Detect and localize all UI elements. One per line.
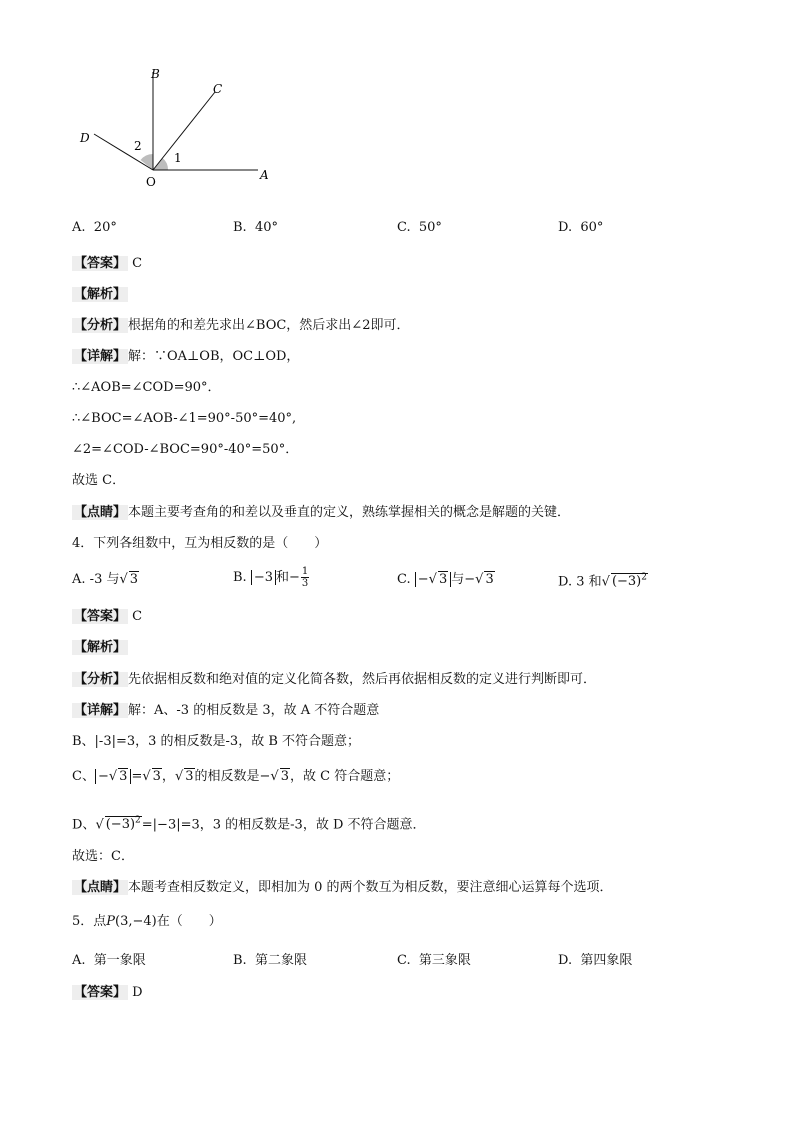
q3-choose: 故选 C． — [72, 473, 126, 488]
q3-dianjing — [72, 504, 570, 522]
q3-answer — [72, 255, 142, 273]
detail-a-text: 解：A、-3 的相反数是 3，故 A 不符合题意 — [128, 703, 380, 718]
answer-tag: 【答案】 — [74, 256, 127, 271]
q3-option-b[interactable] — [233, 219, 278, 237]
detail-c-post: ，故 C 符合题意； — [290, 769, 400, 784]
q5-option-c-text: 第三象限 — [418, 953, 471, 968]
q5-option-a-letter: A. — [72, 953, 86, 968]
q4-option-b-letter: B. — [233, 570, 247, 585]
q4-option-c[interactable] — [397, 571, 495, 589]
q5-option-b[interactable] — [233, 952, 307, 970]
q5-coords: (3,−4) — [115, 914, 157, 929]
answer-value: C — [132, 609, 143, 624]
fenxi-text: 根据角的和差先求出∠BOC，然后求出∠2即可． — [128, 318, 410, 333]
q4-option-d-pre: 3 和 — [576, 574, 602, 590]
q4-option-b[interactable] — [233, 566, 310, 589]
q5-option-b-text: 第二象限 — [254, 953, 307, 968]
dianjing-text: 本题考查相反数定义，即相加为 0 的两个数互为相反数，要注意细心运算每个选项． — [128, 880, 613, 895]
q4-option-d-rad: (−3) — [611, 574, 642, 590]
q3-option-d[interactable] — [558, 219, 603, 237]
abs-sign: − — [417, 572, 429, 587]
detail-c-rad1: 3 — [119, 769, 128, 784]
sqrt-icon: √ 3 — [119, 572, 139, 587]
q5-option-c-letter: C. — [397, 953, 411, 968]
q4-choose: 故选：C． — [72, 849, 134, 864]
detail-d-eq: =|−3|=3 — [141, 817, 200, 833]
label-angle-2: 2 — [134, 139, 142, 153]
detail-c-rad3: 3 — [185, 769, 194, 784]
q3-option-c-letter: C. — [397, 220, 411, 235]
detail-c-rad4: 3 — [280, 769, 289, 784]
angle-figure — [70, 62, 290, 192]
q4-detail-a — [72, 702, 379, 720]
q3-option-a-text: 20° — [93, 220, 117, 235]
label-O: O — [146, 175, 156, 189]
detail-d-post: ，3 的相反数是-3，故 D 不符合题意． — [199, 817, 426, 833]
detail-c-mid2: 的相反数是− — [194, 769, 271, 784]
q5-answer — [72, 984, 143, 1002]
sqrt-icon: √ 3 — [142, 769, 161, 784]
detail-c-abs — [95, 769, 131, 784]
q5-option-b-letter: B. — [233, 953, 247, 968]
q3-option-a[interactable] — [72, 219, 117, 237]
q3-detail — [72, 348, 299, 366]
q4-option-c-letter: C. — [397, 572, 411, 587]
q4-analysis-heading — [72, 639, 128, 657]
q3-option-d-text: 60° — [580, 220, 604, 235]
q4-detail-d — [72, 812, 426, 834]
detail-d-rad: (−3) — [105, 817, 136, 833]
q4-option-b-mid: 和− — [276, 570, 300, 585]
dianjing-tag: 【点睛】 — [74, 880, 127, 895]
detail-c-pre: C、 — [72, 769, 95, 784]
dianjing-text: 本题主要考查角的和差以及垂直的定义，熟练掌握相关的概念是解题的关键． — [128, 505, 571, 520]
q5-point: P — [106, 914, 116, 929]
q3-step-2: ∴∠BOC=∠AOB-∠1=90°-50°=40°, — [72, 411, 297, 426]
q5-option-a-text: 第一象限 — [93, 953, 146, 968]
q4-option-c-rad: 3 — [485, 572, 494, 587]
q4-option-d-radicand — [611, 573, 648, 589]
sqrt-icon: √ $(-3)^2$ — [95, 816, 141, 833]
q3-option-a-letter: A. — [72, 220, 86, 235]
detail-c-mid: ， — [161, 769, 175, 784]
label-C: C — [213, 82, 223, 96]
fraction-denominator: 3 — [301, 578, 309, 589]
q4-option-a[interactable] — [72, 571, 139, 589]
q3-option-d-letter: D. — [558, 220, 573, 235]
detail-tag: 【详解】 — [74, 703, 127, 718]
label-angle-1: 1 — [174, 151, 182, 165]
q3-option-b-text: 40° — [254, 220, 278, 235]
ray-OC — [153, 92, 215, 170]
answer-value: C — [132, 256, 143, 271]
q5-option-d-text: 第四象限 — [580, 953, 633, 968]
sqrt-icon: √ 3 — [428, 572, 448, 587]
angle-2-arc — [141, 154, 154, 170]
q4-dianjing — [72, 879, 613, 897]
q3-option-c-text: 50° — [418, 220, 442, 235]
label-D: D — [80, 131, 90, 145]
q4-option-d[interactable] — [558, 569, 648, 591]
sqrt-icon: √ 3 — [475, 572, 494, 587]
fenxi-tag: 【分析】 — [74, 318, 127, 333]
q5-option-d[interactable] — [558, 952, 632, 970]
q3-option-c[interactable] — [397, 219, 442, 237]
detail-c-rad2: 3 — [152, 769, 161, 784]
q4-option-b-abs: −3 — [251, 570, 276, 585]
detail-d-radicand — [105, 816, 142, 832]
q5-option-c[interactable] — [397, 952, 471, 970]
q4-option-a-letter: A. — [72, 572, 86, 587]
q4-option-c-abs — [415, 572, 451, 587]
q4-answer — [72, 608, 142, 626]
sqrt-icon: √ 3 — [270, 769, 289, 784]
label-A: A — [260, 168, 269, 182]
q4-detail-c — [72, 768, 399, 786]
answer-tag: 【答案】 — [74, 609, 127, 624]
q3-step-3: ∠2=∠COD-∠BOC=90°-40°=50°． — [72, 442, 299, 457]
q4-option-c-mid: 与− — [451, 572, 476, 587]
q4-option-c-abs-rad: 3 — [438, 572, 448, 587]
detail-d-pre: D、 — [72, 817, 96, 833]
label-B: B — [151, 67, 160, 81]
q5-stem — [72, 913, 222, 931]
q5-stem-post: 在（ ） — [156, 914, 222, 929]
q3-fenxi — [72, 317, 409, 335]
q4-stem: 4．下列各组数中，互为相反数的是（ ） — [72, 536, 328, 551]
detail-tag: 【详解】 — [74, 349, 127, 364]
q3-step-1: ∴∠AOB=∠COD=90°． — [72, 380, 221, 395]
fenxi-text: 先依据相反数和绝对值的定义化简各数，然后再依据相反数的定义进行判断即可． — [128, 672, 597, 687]
analysis-tag: 【解析】 — [74, 640, 127, 655]
sqrt-icon: √ 3 — [108, 769, 128, 784]
abs-sign: − — [97, 769, 109, 784]
q4-option-d-letter: D. — [558, 574, 573, 590]
q5-stem-pre: 5．点 — [72, 914, 107, 929]
detail-intro: 解：∵OA⊥OB，OC⊥OD， — [128, 349, 300, 364]
ray-OD — [94, 134, 153, 170]
q4-option-d-exp: 2 — [641, 573, 647, 583]
q4-fenxi — [72, 671, 596, 689]
q3-analysis-heading — [72, 286, 128, 304]
detail-c-eq: = — [131, 769, 143, 784]
analysis-tag: 【解析】 — [74, 287, 127, 302]
fenxi-tag: 【分析】 — [74, 672, 127, 687]
dianjing-tag: 【点睛】 — [74, 505, 127, 520]
answer-value: D — [132, 985, 143, 1000]
q4-option-a-rad: 3 — [129, 572, 139, 587]
sqrt-icon: √ 3 — [174, 769, 194, 784]
q4-detail-b: B、|-3|=3，3 的相反数是-3，故 B 不符合题意； — [72, 734, 361, 749]
q4-option-a-pre: -3 与 — [89, 572, 120, 587]
q4-option-b-fraction — [301, 566, 309, 589]
answer-tag: 【答案】 — [74, 985, 127, 1000]
sqrt-icon: √ $(-3)^2$ — [601, 573, 647, 590]
q3-option-b-letter: B. — [233, 220, 247, 235]
detail-d-exp: 2 — [135, 816, 141, 826]
fraction-numerator: 1 — [301, 566, 309, 577]
q5-option-a[interactable] — [72, 952, 146, 970]
q5-option-d-letter: D. — [558, 953, 573, 968]
